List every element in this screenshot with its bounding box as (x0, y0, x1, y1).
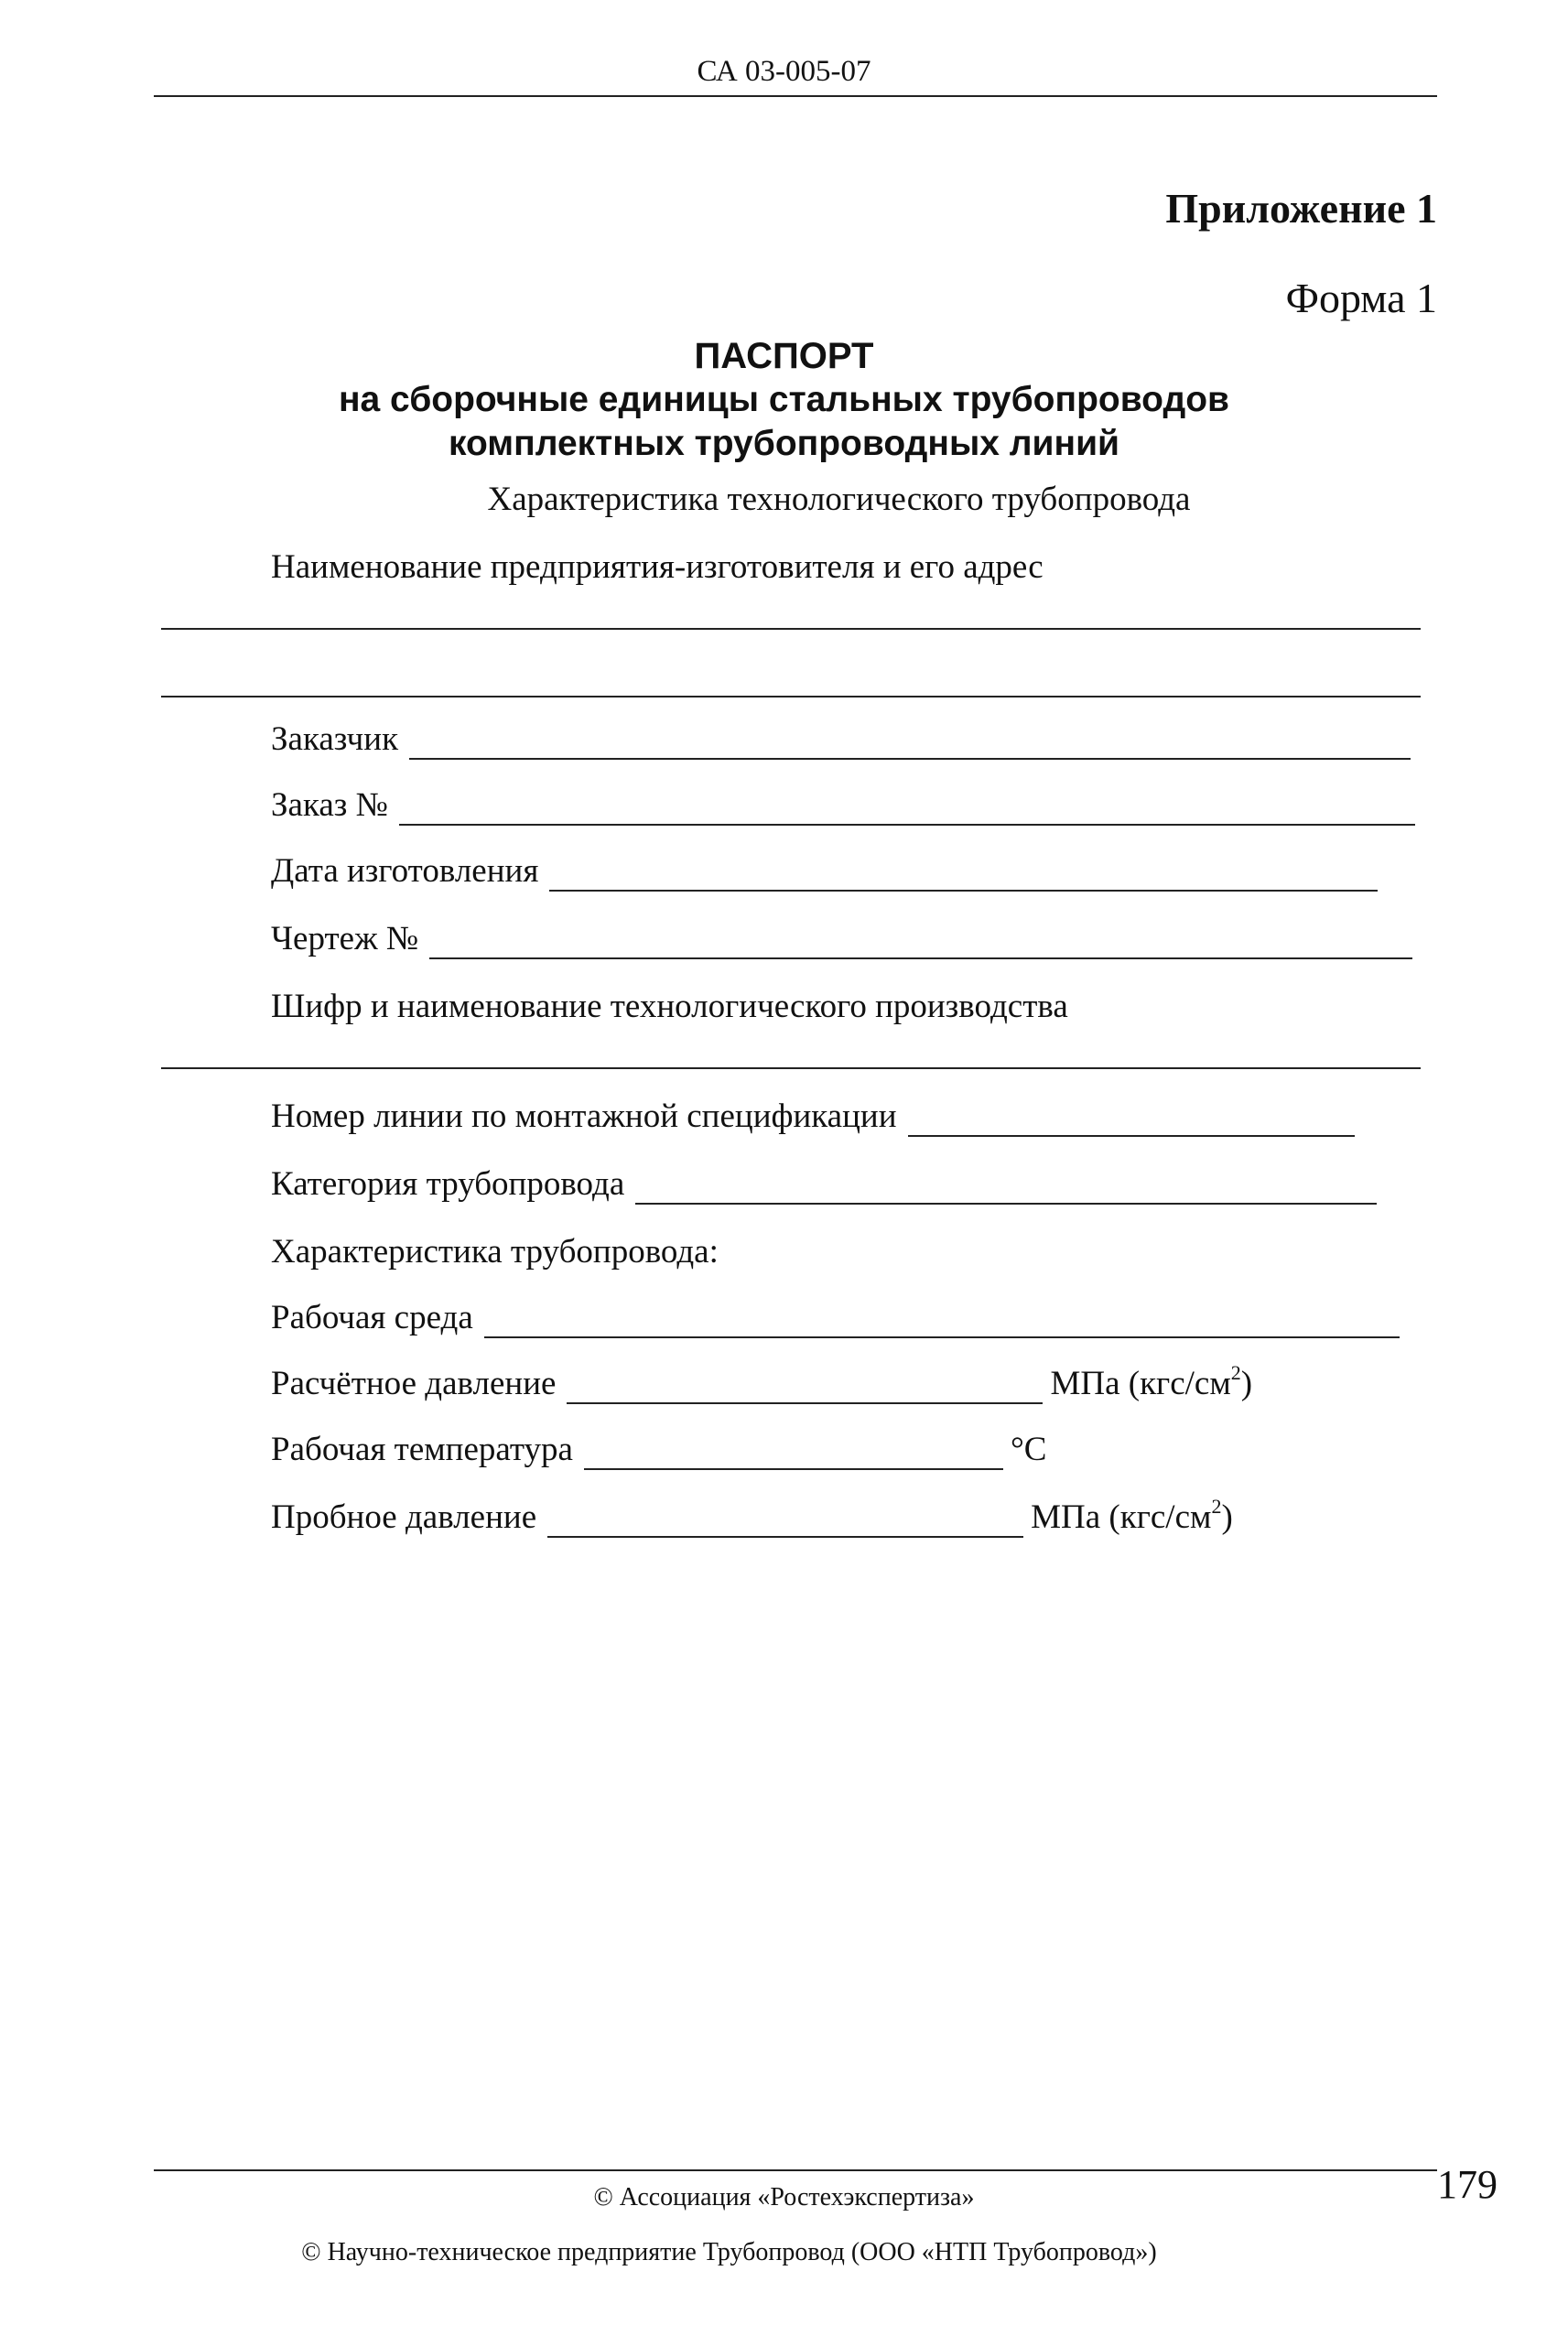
title-line-2: на сборочные единицы стальных трубопроводов (338, 380, 1230, 419)
drawing-row (271, 919, 1412, 959)
manufacture-date-label: Дата изготовления (271, 852, 539, 890)
test-pressure-field[interactable] (547, 1507, 1023, 1538)
drawing-label: Чертеж № (271, 920, 419, 957)
header-rule (154, 95, 1437, 97)
design-pressure-unit: МПа $(кгс/см^2)$ (1050, 1361, 1253, 1402)
order-field[interactable] (399, 795, 1415, 826)
design-pressure-row (271, 1361, 1253, 1404)
production-blank[interactable] (161, 1067, 1421, 1069)
manufacturer-blank-1[interactable] (161, 628, 1421, 630)
manufacturer-label: Наименование предприятия-изготовителя и его адрес (271, 548, 1044, 586)
test-pressure-label: Пробное давление (271, 1498, 537, 1536)
customer-field[interactable] (409, 729, 1411, 760)
line-number-row (271, 1097, 1355, 1137)
production-label: Шифр и наименование технологического производства (271, 988, 1068, 1025)
temperature-unit: °С (1010, 1431, 1047, 1468)
footer-copyright-1: © Ассоциация «Ростехэкспертиза» (593, 2183, 975, 2211)
test-pressure-row (271, 1495, 1233, 1538)
drawing-field[interactable] (429, 928, 1412, 959)
document-code: СА 03-005-07 (697, 55, 871, 88)
medium-row (271, 1298, 1400, 1338)
working-temperature-label: Рабочая температура (271, 1431, 573, 1468)
working-temperature-row (271, 1430, 1046, 1470)
design-pressure-label: Расчётное давление (271, 1365, 557, 1402)
appendix-label: Приложение 1 (1165, 185, 1437, 232)
document-title: ПАСПОРТ (694, 336, 874, 376)
category-row (271, 1164, 1377, 1205)
form-number: Форма 1 (1285, 275, 1437, 321)
test-pressure-unit: МПа $(кгс/см^2)$ (1031, 1495, 1233, 1536)
working-temperature-field[interactable] (584, 1439, 1003, 1470)
category-field[interactable] (635, 1173, 1377, 1205)
medium-field[interactable] (484, 1307, 1400, 1338)
title-line-3: комплектных трубопроводных линий (448, 424, 1120, 463)
order-label: Заказ № (271, 786, 388, 824)
line-number-field[interactable] (908, 1106, 1355, 1137)
characteristics-label: Характеристика трубопровода: (271, 1233, 719, 1271)
page-number: 179 (1437, 2162, 1498, 2207)
order-row (271, 785, 1415, 826)
manufacture-date-row (271, 851, 1378, 892)
line-number-label: Номер линии по монтажной спецификации (271, 1098, 897, 1135)
footer-rule (154, 2169, 1437, 2171)
manufacturer-blank-2[interactable] (161, 696, 1421, 698)
section-subheading: Характеристика технологического трубопровода (487, 481, 1191, 518)
design-pressure-field[interactable] (567, 1373, 1043, 1404)
manufacture-date-field[interactable] (549, 860, 1378, 892)
category-label: Категория трубопровода (271, 1165, 625, 1203)
medium-label: Рабочая среда (271, 1299, 473, 1336)
customer-row (271, 719, 1411, 760)
footer-copyright-2: © Научно-техническое предприятие Трубопровод (ООО «НТП Трубопровод») (301, 2238, 1157, 2266)
customer-label: Заказчик (271, 720, 399, 758)
